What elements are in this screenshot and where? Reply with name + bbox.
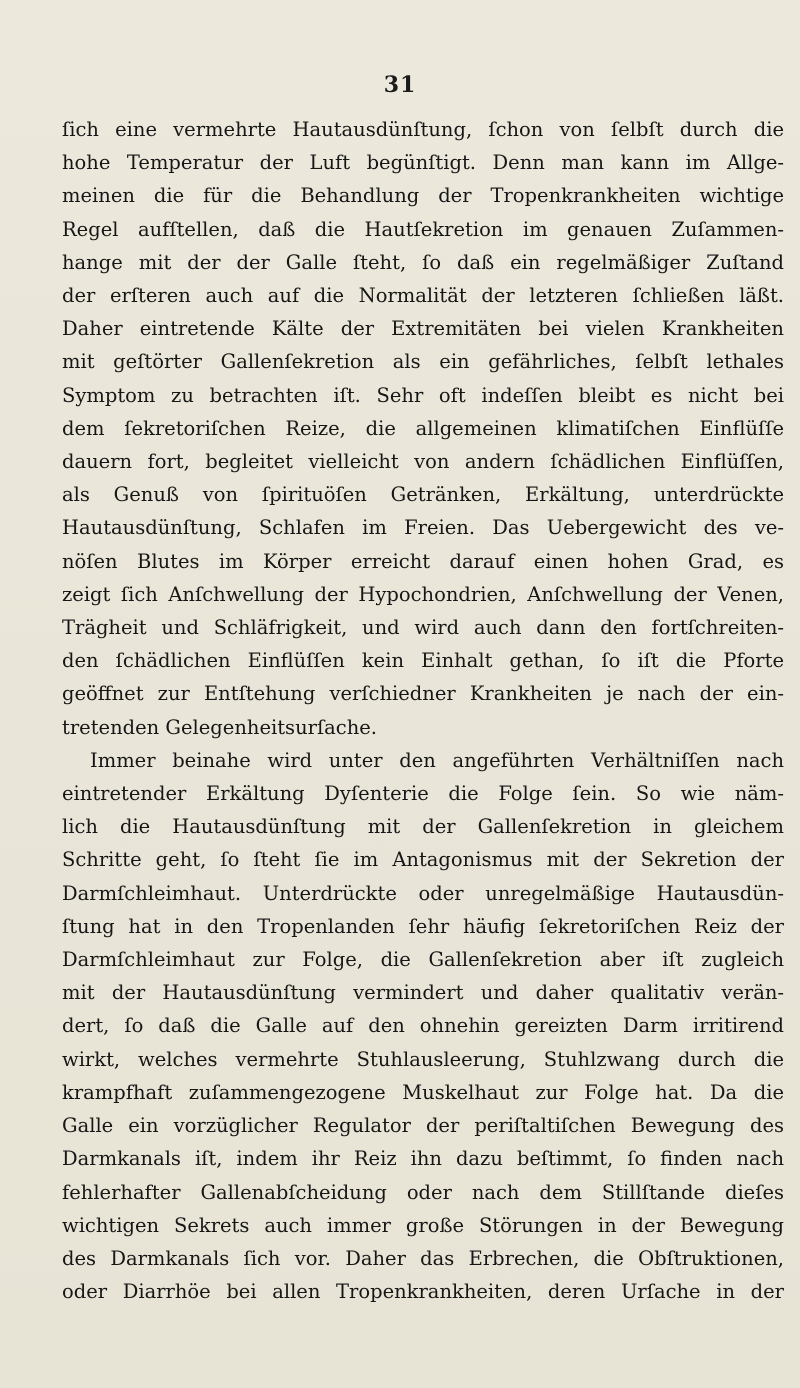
text-line: tretenden Gelegenheitsurſache.	[62, 715, 378, 739]
text-line: nöſen Blutes im Körper erreicht darauf einen hohen Grad, es	[62, 549, 784, 573]
text-line: Trägheit und Schläfrigkeit, und wird auch dann den fortſchreiten-	[62, 616, 784, 640]
text-line: Regel aufſtellen, daß die Hautſekretion im genauen Zuſammen-	[62, 217, 784, 241]
text-line: Symptom zu betrachten iſt. Sehr oft indeſſen bleibt es nicht bei	[62, 383, 784, 407]
text-line: mit geſtörter Gallenſekretion als ein gefährliches, ſelbſt lethales	[62, 350, 784, 374]
text-line: Darmſchleimhaut. Unterdrückte oder unregelmäßige Hautausdün-	[62, 881, 784, 905]
text-line: wichtigen Sekrets auch immer große Störungen in der Bewegung	[62, 1213, 784, 1237]
text-line: der erſteren auch auf die Normalität der letzteren ſchließen läßt.	[62, 284, 784, 308]
text-line: Darmkanals iſt, indem ihr Reiz ihn dazu beſtimmt, ſo finden nach	[62, 1147, 784, 1171]
text-line: oder Diarrhöe bei allen Tropenkrankheiten, deren Urſache in der	[62, 1280, 784, 1304]
text-line: krampfhaft zuſammengezogene Muskelhaut zur Folge hat. Da die	[62, 1080, 784, 1104]
text-line: mit der Hautausdünſtung vermindert und daher qualitativ verän-	[62, 981, 784, 1005]
text-line: fehlerhafter Gallenabſcheidung oder nach dem Stillſtande dieſes	[62, 1180, 784, 1204]
text-line: Darmſchleimhaut zur Folge, die Gallenſekretion aber iſt zugleich	[62, 948, 784, 972]
text-line: geöffnet zur Entſtehung verſchiedner Krankheiten je nach der ein-	[62, 682, 784, 706]
text-line: meinen die für die Behandlung der Tropenkrankheiten wichtige	[62, 184, 784, 208]
text-line: als Genuß von ſpirituöſen Getränken, Erkältung, unterdrückte	[62, 483, 784, 507]
page-number: 31	[383, 72, 417, 98]
text-line: den ſchädlichen Einflüſſen kein Einhalt gethan, ſo iſt die Pforte	[62, 649, 784, 673]
text-line: ſtung hat in den Tropenlanden ſehr häufig ſekretoriſchen Reiz der	[62, 914, 784, 938]
text-line: Immer beinahe wird unter den angeführten Verhältniſſen nach	[90, 748, 784, 772]
text-line: ſich eine vermehrte Hautausdünſtung, ſchon von ſelbſt durch die	[62, 118, 784, 141]
text-line: Daher eintretende Kälte der Extremitäten bei vielen Krankheiten	[62, 317, 784, 341]
text-line: hange mit der der Galle ſteht, ſo daß ein regelmäßiger Zuſtand	[62, 250, 784, 274]
text-line: eintretender Erkältung Dyſenterie die Folge ſein. So wie näm-	[62, 782, 784, 806]
text-line: Hautausdünſtung, Schlafen im Freien. Das Uebergewicht des ve-	[62, 516, 784, 540]
text-line: zeigt ſich Anſchwellung der Hypochondrien, Anſchwellung der Venen,	[62, 582, 784, 606]
text-line: Galle ein vorzüglicher Regulator der periſtaltiſchen Bewegung des	[62, 1114, 784, 1138]
text-line: Schritte geht, ſo ſteht ſie im Antagonismus mit der Sekretion der	[62, 848, 784, 872]
text-line: dert, ſo daß die Galle auf den ohnehin gereizten Darm irritirend	[62, 1014, 784, 1038]
text-line: lich die Hautausdünſtung mit der Gallenſekretion in gleichem	[62, 815, 784, 839]
text-line: dauern fort, begleitet vielleicht von andern ſchädlichen Einflüſſen,	[62, 450, 784, 474]
body-text	[62, 113, 784, 1308]
text-line: dem ſekretoriſchen Reize, die allgemeinen klimatiſchen Einflüſſe	[62, 416, 784, 440]
text-line: hohe Temperatur der Luft begünſtigt. Denn man kann im Allge-	[62, 151, 784, 175]
text-line: des Darmkanals ſich vor. Daher das Erbrechen, die Obſtruktionen,	[62, 1246, 784, 1270]
text-line: wirkt, welches vermehrte Stuhlausleerung, Stuhlzwang durch die	[62, 1047, 784, 1071]
